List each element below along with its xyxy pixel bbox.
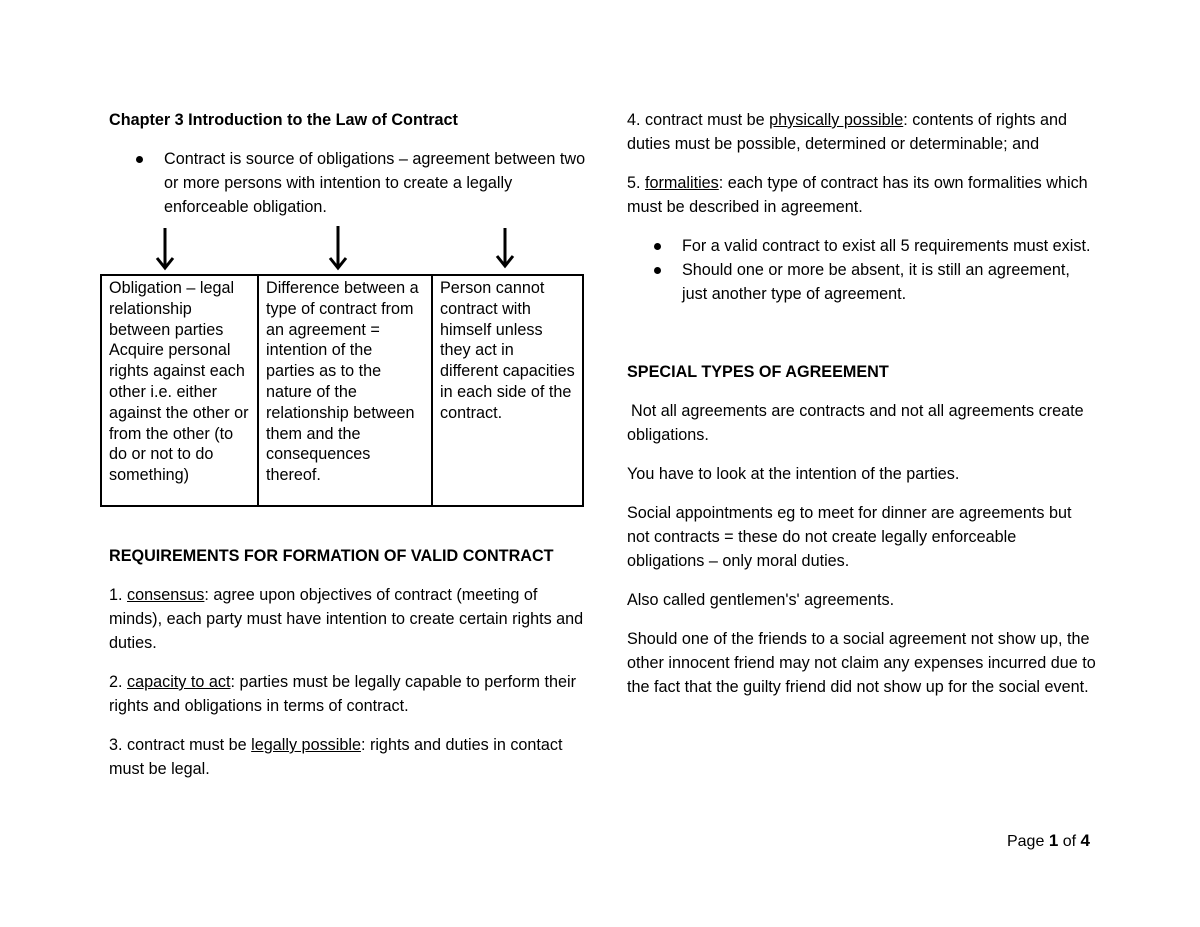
requirement-2: 2. capacity to act: parties must be legally capable to perform their rights and obligations in terms of contract. (109, 673, 577, 715)
down-arrow-icon (330, 226, 346, 268)
paragraph: Also called gentlemen's' agreements. (627, 591, 895, 609)
term: physically possible (769, 111, 904, 129)
table-cell: Difference between a type of contract from an agreement = intention of the parties as to the nature of the relationship between them and the consequences thereof. (258, 275, 432, 506)
obligation-table (100, 274, 584, 507)
list-item: Should one or more be absent, it is still an agreement, just another type of agreement. (682, 258, 1097, 306)
table-cell: Obligation – legal relationship between parties Acquire personal rights against each other i.e. either against the other or from the other (to do or not to do something) (101, 275, 258, 506)
paragraph: You have to look at the intention of the parties. (627, 465, 960, 483)
intro-bullets (109, 147, 589, 219)
list-item: For a valid contract to exist all 5 requirements must exist. (682, 234, 1097, 258)
special-types-heading: SPECIAL TYPES OF AGREEMENT (627, 363, 889, 381)
requirement-4: 4. contract must be physically possible: contents of rights and duties must be possible, determined or determinable; and (627, 111, 1068, 153)
arrows (100, 226, 582, 274)
paragraph: Should one of the friends to a social agreement not show up, the other innocent friend may not claim any expenses incurred due to the fact that the guilty friend did not show up for the social event. (627, 630, 1096, 696)
term: legally possible (251, 736, 361, 754)
term: formalities (645, 174, 719, 192)
requirement-1: 1. consensus: agree upon objectives of contract (meeting of minds), each party must have intention to create certain rights and duties. (109, 586, 584, 652)
term: capacity to act (127, 673, 231, 691)
down-arrow-icon (497, 228, 513, 266)
requirement-bullets (627, 234, 1097, 306)
requirement-3: 3. contract must be legally possible: rights and duties in contact must be legal. (109, 736, 563, 778)
down-arrow-icon (157, 228, 173, 268)
left-column (109, 108, 589, 219)
intro-bullet: Contract is source of obligations – agreement between two or more persons with intention to create a legally enforceable obligation. (164, 147, 589, 219)
page-number: Page 1 of 4 (1006, 831, 1090, 850)
right-column (627, 108, 1097, 714)
chapter-title: Chapter 3 Introduction to the Law of Contract (109, 111, 458, 129)
paragraph: Not all agreements are contracts and not all agreements create obligations. (627, 402, 1084, 444)
requirements-heading: REQUIREMENTS FOR FORMATION OF VALID CONTRACT (109, 547, 554, 565)
requirements-section (109, 544, 589, 796)
table-row (101, 275, 583, 506)
requirement-5: 5. formalities: each type of contract has its own formalities which must be described in agreement. (627, 174, 1088, 216)
table-cell: Person cannot contract with himself unless they act in different capacities in each side of the contract. (432, 275, 583, 506)
term: consensus (127, 586, 205, 604)
paragraph: Social appointments eg to meet for dinner are agreements but not contracts = these do not create legally enforceable obligations – only moral duties. (627, 504, 1072, 570)
